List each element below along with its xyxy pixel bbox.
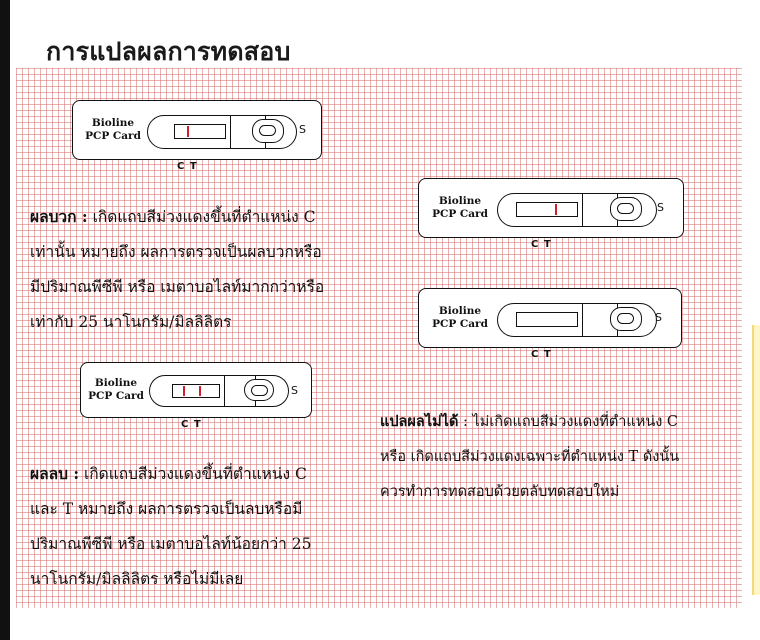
ct-label: C T	[531, 239, 552, 250]
ct-label: C T	[181, 419, 202, 430]
test-card-invalid-t-only	[418, 178, 684, 250]
brand-line-1: Bioline	[438, 195, 482, 207]
positive-text-1: เกิดแถบสีม่วงแดงขึ้นที่ตำแหน่ง C	[87, 208, 316, 226]
negative-line-3: ปริมาณพีซีพี หรือ เมตาบอไลท์น้อยกว่า 25	[30, 535, 312, 553]
test-line-t	[555, 204, 557, 215]
test-strip	[172, 384, 220, 398]
test-strip	[516, 202, 578, 217]
test-line-t	[199, 386, 201, 396]
brand-line-2: PCP Card	[85, 130, 141, 142]
sample-well-icon	[610, 307, 642, 331]
sample-well-icon	[252, 119, 284, 143]
invalid-description	[380, 404, 679, 510]
card-brand	[425, 195, 495, 221]
positive-description	[30, 199, 324, 340]
control-line-c	[183, 386, 185, 396]
negative-label: ผลลบ :	[30, 464, 80, 483]
negative-line-4: นาโนกรัม/มิลลิลิตร หรือไม่มีเลย	[30, 570, 244, 588]
invalid-text-1: : ไม่เกิดแถบสีม่วงแดงที่ตำแหน่ง C	[458, 414, 679, 430]
brand-line-1: Bioline	[438, 305, 482, 317]
negative-text-1: เกิดแถบสีม่วงแดงขึ้นที่ตำแหน่ง C	[79, 465, 307, 483]
brand-line-1: Bioline	[91, 117, 135, 129]
test-strip	[174, 124, 226, 139]
sample-well-icon	[244, 379, 274, 401]
test-window	[149, 375, 289, 407]
positive-label: ผลบวก :	[30, 207, 88, 226]
invalid-line-1	[380, 404, 679, 440]
sample-label: S	[299, 123, 306, 136]
brand-line-1: Bioline	[94, 377, 138, 389]
card-brand	[83, 377, 149, 403]
sample-well-icon	[610, 197, 642, 221]
invalid-line-2: หรือ เกิดแถบสีม่วงแดงเฉพาะที่ตำแหน่ง T ดังนั้น	[380, 449, 680, 465]
test-window	[147, 115, 297, 149]
sample-label: S	[655, 311, 662, 324]
test-card-negative	[80, 362, 312, 430]
card-brand	[79, 117, 147, 143]
left-edge-bar	[0, 0, 10, 640]
positive-line-1	[30, 199, 324, 235]
brand-line-2: PCP Card	[88, 390, 144, 402]
invalid-line-3: ควรทำการทดสอบด้วยตลับทดสอบใหม่	[380, 484, 620, 500]
negative-line-2: และ T หมายถึง ผลการตรวจเป็นลบหรือมี	[30, 500, 303, 518]
positive-line-4: เท่ากับ 25 นาโนกรัม/มิลลิลิตร	[30, 313, 232, 331]
card-brand	[425, 305, 495, 331]
brand-line-2: PCP Card	[432, 318, 488, 330]
page-title: การแปลผลการทดสอบ	[46, 37, 291, 66]
positive-line-3: มีปริมาณพีซีพี หรือ เมตาบอไลท์มากกว่าหรือ	[30, 278, 325, 296]
sample-label: S	[657, 201, 664, 214]
test-card-invalid-no-lines	[418, 288, 682, 360]
sample-label: S	[291, 384, 298, 397]
right-edge-strip	[752, 325, 760, 595]
negative-line-1	[30, 456, 312, 492]
negative-description	[30, 456, 312, 597]
positive-line-2: เท่านั้น หมายถึง ผลการตรวจเป็นผลบวกหรือ	[30, 243, 322, 261]
control-line-c	[187, 126, 189, 137]
ct-label: C T	[177, 161, 198, 172]
test-strip	[516, 312, 578, 327]
test-window	[497, 303, 657, 337]
brand-line-2: PCP Card	[432, 208, 488, 220]
test-window	[497, 193, 657, 227]
ct-label: C T	[531, 349, 552, 360]
test-card-positive	[72, 100, 322, 172]
invalid-label: แปลผลไม่ได้	[380, 413, 459, 430]
